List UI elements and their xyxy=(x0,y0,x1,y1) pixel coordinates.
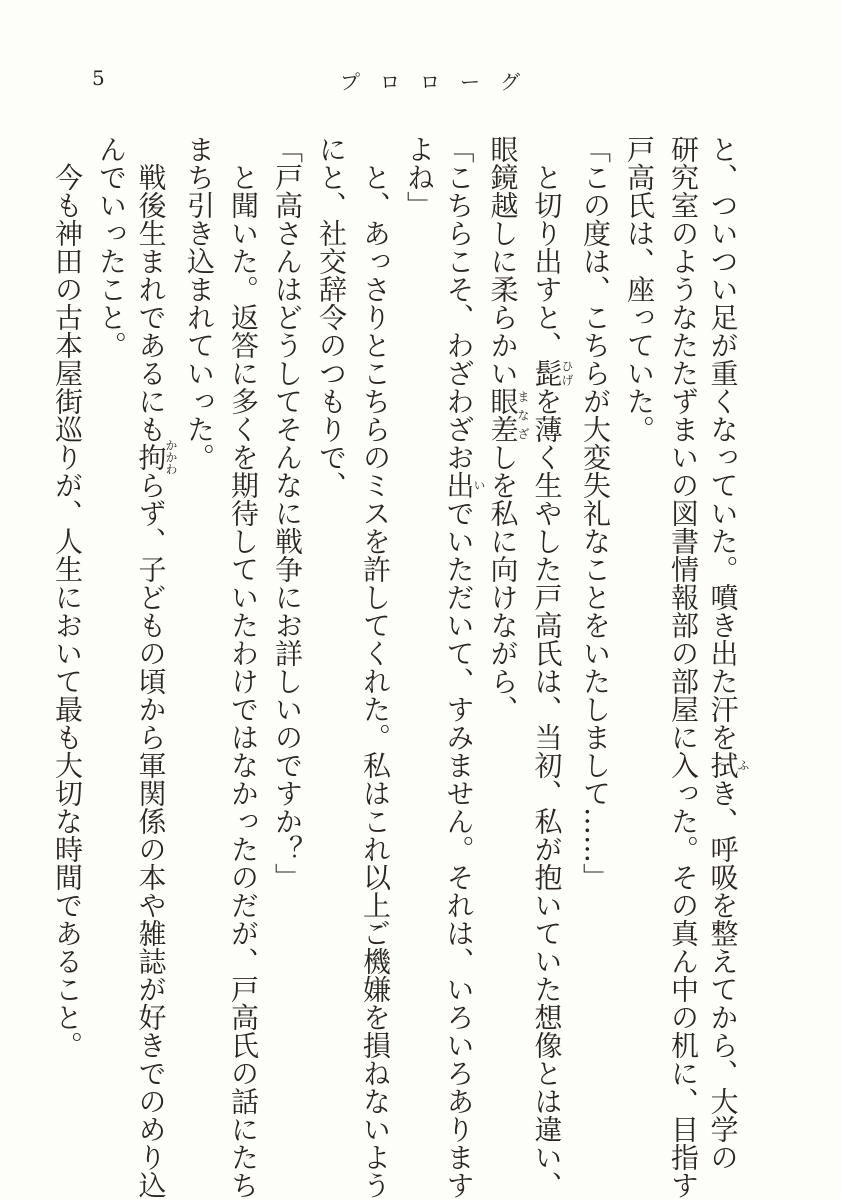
text-line: と、ついつい足が重くなっていた。噴き出た汗を拭ふき、呼吸を整えてから、大学の xyxy=(706,135,750,1171)
text-line: と切り出すと、髭ひげを薄く生やした戸高氏は、当初、私が抱いていた想像とは違い、 xyxy=(530,135,574,1199)
text-line: にと、社交辞令のつもりで、 xyxy=(315,135,348,499)
text-line: と聞いた。返答に多くを期待していたわけではなかったのだが、戸高氏の話にたち xyxy=(227,135,260,1199)
text-line: 研究室のようなたたずまいの図書情報部の部屋に入った。その真ん中の机に、目指す xyxy=(667,135,700,1199)
page-number: 5 xyxy=(92,66,105,90)
running-title: プロローグ xyxy=(340,70,540,94)
text-line: と、あっさりとこちらのミスを許してくれた。私はこれ以上ご機嫌を損ねないよう xyxy=(359,135,392,1199)
text-line: 眼鏡越しに柔らかい眼差まなざしを私に向けながら、 xyxy=(486,135,530,723)
ruby-annotation: 出い xyxy=(442,471,486,499)
body-text xyxy=(51,135,750,1199)
text-line: んでいったこと。 xyxy=(95,135,128,359)
text-line: まち引き込まれていった。 xyxy=(183,135,216,471)
text-line: 今も神田の古本屋街巡りが、人生において最も大切な時間であること。 xyxy=(51,135,84,1059)
ruby-annotation: 拘かかわ xyxy=(134,439,178,475)
ruby-annotation: 眼差まなざ xyxy=(486,387,530,443)
text-line: 戸高氏は、座っていた。 xyxy=(623,135,656,443)
text-line: 「こちらこそ、わざわざお出いでいただいて、すみません。それは、いろいろあります xyxy=(442,135,486,1199)
ruby-annotation: 拭ふ xyxy=(706,751,750,779)
text-line: よね」 xyxy=(403,135,436,219)
text-line: 「この度は、こちらが大変失礼なことをいたしまして……」 xyxy=(579,135,612,891)
text-line: 戦後生まれであるにも拘かかわらず、子どもの頃から軍関係の本や雑誌が好きでのめり込 xyxy=(134,135,178,1199)
text-line: 「戸高さんはどうしてそんなに戦争にお詳しいのですか？」 xyxy=(271,135,304,891)
ruby-annotation: 髭ひげ xyxy=(530,359,574,387)
